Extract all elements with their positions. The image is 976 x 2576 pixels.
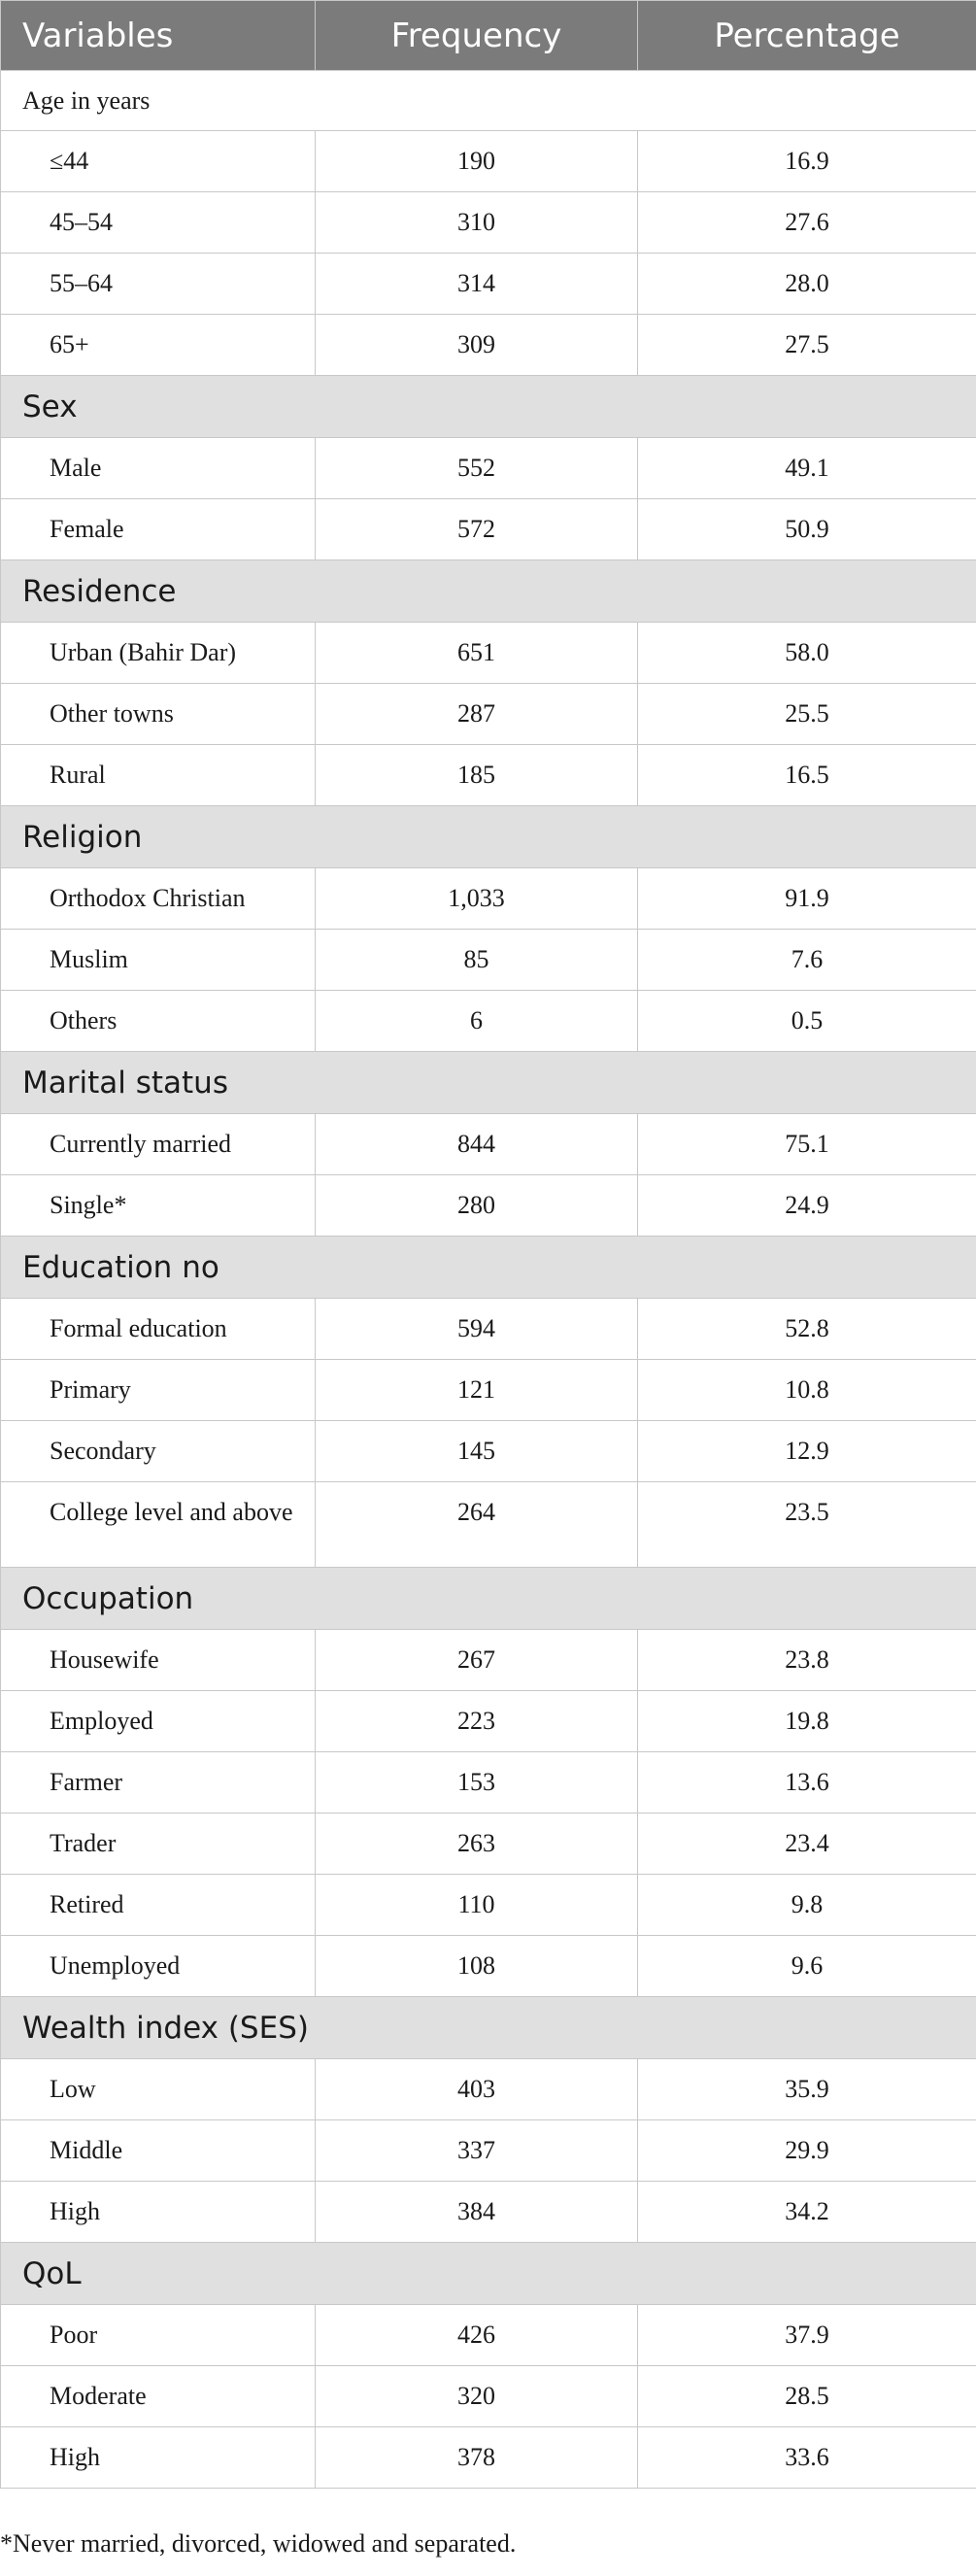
row-percentage: 23.4	[638, 1813, 976, 1875]
table-row	[1, 1630, 976, 1691]
group-header-row	[1, 2243, 976, 2305]
row-percentage: 10.8	[638, 1360, 976, 1421]
row-label: ≤44	[1, 131, 316, 192]
row-percentage: 9.6	[638, 1936, 976, 1997]
group-header-row	[1, 1997, 976, 2059]
table-row	[1, 1936, 976, 1997]
row-label: Formal education	[1, 1299, 316, 1360]
group-header-row	[1, 806, 976, 868]
table-row	[1, 2305, 976, 2366]
row-label: Trader	[1, 1813, 316, 1875]
table-row	[1, 991, 976, 1052]
row-percentage: 24.9	[638, 1175, 976, 1237]
row-label: Moderate	[1, 2366, 316, 2427]
row-percentage: 28.0	[638, 254, 976, 315]
row-percentage: 49.1	[638, 438, 976, 499]
row-label: Retired	[1, 1875, 316, 1936]
table-row	[1, 315, 976, 376]
row-percentage: 16.5	[638, 745, 976, 806]
row-percentage: 16.9	[638, 131, 976, 192]
row-frequency: 223	[316, 1691, 638, 1752]
row-frequency: 1,033	[316, 868, 638, 930]
row-label: Male	[1, 438, 316, 499]
row-frequency: 6	[316, 991, 638, 1052]
row-frequency: 378	[316, 2427, 638, 2489]
group-title: Wealth index (SES)	[1, 1997, 976, 2059]
row-label: Rural	[1, 745, 316, 806]
table-row	[1, 1175, 976, 1237]
table-row	[1, 438, 976, 499]
table-row	[1, 1813, 976, 1875]
row-percentage: 27.5	[638, 315, 976, 376]
table-row	[1, 868, 976, 930]
group-title: Age in years	[1, 71, 976, 131]
row-percentage: 52.8	[638, 1299, 976, 1360]
row-frequency: 572	[316, 499, 638, 560]
row-percentage: 27.6	[638, 192, 976, 254]
table-row	[1, 499, 976, 560]
table-row	[1, 623, 976, 684]
table-row	[1, 1299, 976, 1360]
row-frequency: 310	[316, 192, 638, 254]
table-row	[1, 1482, 976, 1568]
table-row	[1, 2427, 976, 2489]
table-row	[1, 1421, 976, 1482]
row-percentage: 33.6	[638, 2427, 976, 2489]
row-label: Orthodox Christian	[1, 868, 316, 930]
row-label: Unemployed	[1, 1936, 316, 1997]
table-row	[1, 131, 976, 192]
row-percentage: 50.9	[638, 499, 976, 560]
row-percentage: 13.6	[638, 1752, 976, 1813]
row-frequency: 190	[316, 131, 638, 192]
row-frequency: 153	[316, 1752, 638, 1813]
row-label: Muslim	[1, 930, 316, 991]
group-title: Occupation	[1, 1568, 976, 1630]
table-row	[1, 684, 976, 745]
row-label: Primary	[1, 1360, 316, 1421]
row-label: 55–64	[1, 254, 316, 315]
table-row	[1, 745, 976, 806]
row-label: Single*	[1, 1175, 316, 1237]
row-percentage: 12.9	[638, 1421, 976, 1482]
table-row	[1, 2182, 976, 2243]
row-percentage: 28.5	[638, 2366, 976, 2427]
row-label: Other towns	[1, 684, 316, 745]
row-frequency: 145	[316, 1421, 638, 1482]
row-frequency: 651	[316, 623, 638, 684]
row-percentage: 58.0	[638, 623, 976, 684]
group-header-row	[1, 1568, 976, 1630]
footnote: *Never married, divorced, widowed and separated.	[0, 2529, 517, 2558]
header-percentage: Percentage	[638, 1, 976, 71]
row-frequency: 267	[316, 1630, 638, 1691]
row-percentage: 23.8	[638, 1630, 976, 1691]
row-percentage: 9.8	[638, 1875, 976, 1936]
row-label: Middle	[1, 2120, 316, 2182]
row-frequency: 110	[316, 1875, 638, 1936]
row-percentage: 34.2	[638, 2182, 976, 2243]
row-frequency: 287	[316, 684, 638, 745]
group-title: Education no	[1, 1237, 976, 1299]
row-percentage: 25.5	[638, 684, 976, 745]
row-label: Poor	[1, 2305, 316, 2366]
group-header-row	[1, 71, 976, 131]
row-label: Currently married	[1, 1114, 316, 1175]
row-frequency: 108	[316, 1936, 638, 1997]
row-frequency: 264	[316, 1482, 638, 1568]
table-row	[1, 192, 976, 254]
group-title: Religion	[1, 806, 976, 868]
table-row	[1, 1752, 976, 1813]
table-row	[1, 930, 976, 991]
group-title: Sex	[1, 376, 976, 438]
group-title: QoL	[1, 2243, 976, 2305]
group-header-row	[1, 560, 976, 623]
row-percentage: 29.9	[638, 2120, 976, 2182]
row-label: High	[1, 2182, 316, 2243]
group-header-row	[1, 1237, 976, 1299]
table-row	[1, 2120, 976, 2182]
row-frequency: 426	[316, 2305, 638, 2366]
table-row	[1, 254, 976, 315]
table-row	[1, 2059, 976, 2120]
group-title: Marital status	[1, 1052, 976, 1114]
row-frequency: 320	[316, 2366, 638, 2427]
row-frequency: 263	[316, 1813, 638, 1875]
row-label: Housewife	[1, 1630, 316, 1691]
row-label: Employed	[1, 1691, 316, 1752]
row-frequency: 337	[316, 2120, 638, 2182]
row-percentage: 19.8	[638, 1691, 976, 1752]
row-frequency: 594	[316, 1299, 638, 1360]
row-percentage: 35.9	[638, 2059, 976, 2120]
table-row	[1, 1691, 976, 1752]
row-label: 45–54	[1, 192, 316, 254]
row-percentage: 23.5	[638, 1482, 976, 1568]
row-percentage: 0.5	[638, 991, 976, 1052]
table-row	[1, 1114, 976, 1175]
row-frequency: 403	[316, 2059, 638, 2120]
group-title: Residence	[1, 560, 976, 623]
header-variables: Variables	[1, 1, 316, 71]
row-percentage: 37.9	[638, 2305, 976, 2366]
row-percentage: 7.6	[638, 930, 976, 991]
row-label: 65+	[1, 315, 316, 376]
row-label: College level and above	[1, 1482, 316, 1568]
row-frequency: 309	[316, 315, 638, 376]
row-frequency: 552	[316, 438, 638, 499]
row-label: High	[1, 2427, 316, 2489]
table-row	[1, 1875, 976, 1936]
table-row	[1, 1360, 976, 1421]
table-row	[1, 2366, 976, 2427]
row-label: Farmer	[1, 1752, 316, 1813]
header-frequency: Frequency	[316, 1, 638, 71]
row-label: Others	[1, 991, 316, 1052]
row-frequency: 121	[316, 1360, 638, 1421]
table-body	[1, 71, 976, 2489]
row-label: Low	[1, 2059, 316, 2120]
row-label: Female	[1, 499, 316, 560]
row-percentage: 91.9	[638, 868, 976, 930]
row-frequency: 185	[316, 745, 638, 806]
table-header	[1, 1, 976, 71]
group-header-row	[1, 376, 976, 438]
group-header-row	[1, 1052, 976, 1114]
row-frequency: 844	[316, 1114, 638, 1175]
row-frequency: 85	[316, 930, 638, 991]
row-label: Urban (Bahir Dar)	[1, 623, 316, 684]
row-label: Secondary	[1, 1421, 316, 1482]
row-frequency: 280	[316, 1175, 638, 1237]
row-frequency: 314	[316, 254, 638, 315]
row-frequency: 384	[316, 2182, 638, 2243]
row-percentage: 75.1	[638, 1114, 976, 1175]
